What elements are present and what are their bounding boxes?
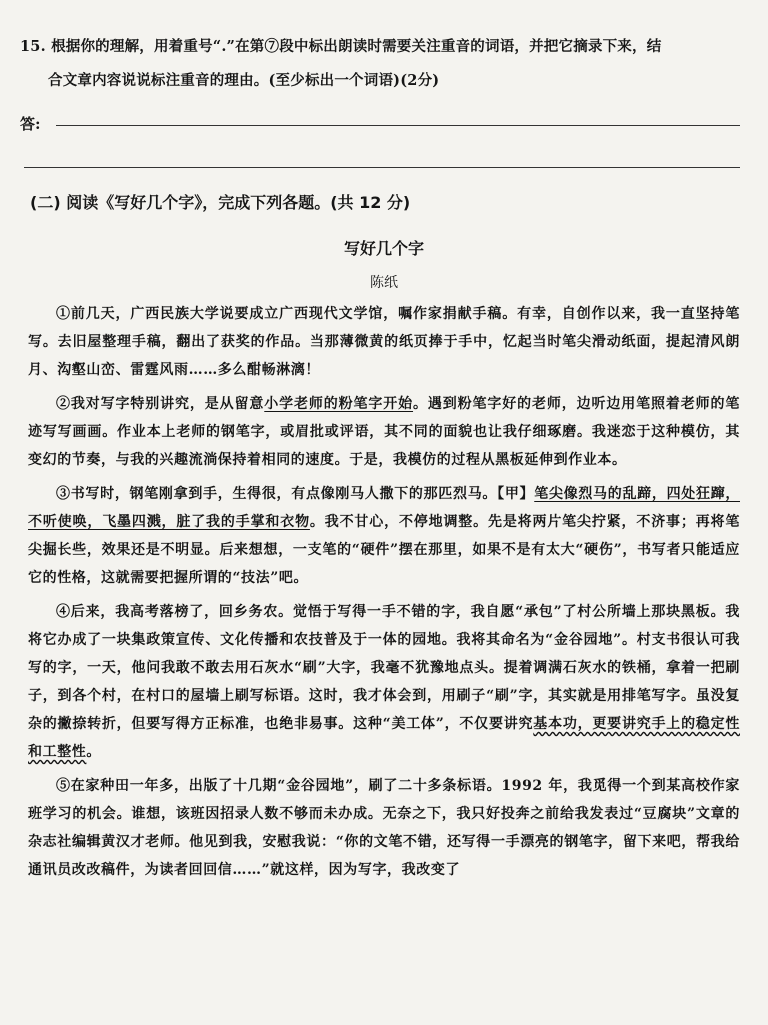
paragraph-2-underlined: 小学老师的粉笔字开始 <box>264 396 414 412</box>
article-body <box>28 300 740 890</box>
answer-label: 答: <box>20 115 41 133</box>
article-author: 陈纸 <box>370 275 398 291</box>
paragraph-3-underlined: 笔尖像烈马的乱蹄，四处狂蹿，不听使唤，飞墨四溅，脏了我的手掌和衣物 <box>28 486 740 530</box>
question-15-line1: 15. 根据你的理解，用着重号“.”在第⑦段中标出朗读时需要关注重音的词语，并把它摘录下来，结 <box>20 38 662 55</box>
paragraph-3-text-a: ③书写时，钢笔刚拿到手，生得很，有点像刚马人撒下的那匹烈马。【甲】 <box>56 486 535 502</box>
paragraph-3-text-b: 。我不甘心，不停地调整。先是将两片笔尖拧紧，不济事；再将笔尖掘长些，效果还是不明显。后来想想，一支笔的“硬件”摆在那里，如果不是有太大“硬伤”，书写者只能适应它的性格，这就需要把握所谓的“技法”吧。 <box>28 514 740 586</box>
section-heading: (二) 阅读《写好几个字》，完成下列各题。(共 12 分) <box>30 193 411 212</box>
paragraph-4-text-b: 。 <box>86 744 102 760</box>
answer-row <box>20 106 740 134</box>
paragraph-4-text-a: ④后来，我高考落榜了，回乡务农。觉悟于写得一手不错的字，我自愿“承包”了村公所墙上那块黑板。我将它办成了一块集政策宣传、文化传播和农技普及于一体的园地。我将其命名为“金谷园地”。村支书很认可我写的字，一天，他问我敢不敢去用石灰水“刷”大字，我毫不犹豫地点头。提着调满石灰水的铁桶，拿着一把刷子，到各个村，在村口的屋墙上刷写标语。这时，我才体会到，用刷子“刷”字，其实就是用排笔写字。虽没复杂的撇捺转折，但要写得方正标准，也绝非易事。这种“美工体”，不仅要讲究 <box>28 604 740 732</box>
paragraph-2 <box>28 390 740 474</box>
paragraph-1: ①前几天，广西民族大学说要成立广西现代文学馆，嘱作家捐献手稿。有幸，自创作以来，我一直坚持笔写。去旧屋整理手稿，翻出了获奖的作品。当那薄微黄的纸页捧于手中，忆起当时笔尖滑动纸面，提起清风朗月、沟壑山峦、雷霆风雨……多么酣畅淋漓！ <box>28 306 740 378</box>
question-15 <box>20 30 750 98</box>
paragraph-3 <box>28 480 740 592</box>
paragraph-4 <box>28 598 740 766</box>
article-title: 写好几个字 <box>343 239 424 258</box>
paragraph-2-text-b: 。遇到粉笔字好的老师，边听边用笔照着老师的笔迹写写画画。作业本上老师的钢笔字，或眉批或评语，其不同的面貌也让我仔细琢磨。我迷恋于这种模仿，其变幻的节奏，与我的兴趣流淌保持着相同的速度。于是，我模仿的过程从黑板延伸到作业本。 <box>28 396 741 468</box>
paragraph-4-underlined: 基本功，更要讲究手上的稳定性和工整性 <box>28 716 740 760</box>
paragraph-2-text-a: ②我对写字特别讲究，是从留意 <box>56 396 265 412</box>
question-15-line2: 合文章内容说说标注重音的理由。(至少标出一个词语)(2分) <box>48 72 440 89</box>
paragraph-5: ⑤在家种田一年多，出版了十几期“金谷园地”，刷了二十多条标语。1992 年，我觅得一个到某高校作家班学习的机会。谁想，该班因招录人数不够而未办成。无奈之下，我只好投奔之前给我发表过“豆腐块”文章的杂志社编辑黄汉才老师。他见到我，安慰我说：“你的文笔不错，还写得一手漂亮的钢笔字，留下来吧，帮我给通讯员改改稿件，为读者回回信……”就这样，因为写字，我改变了 <box>28 778 740 878</box>
answer-line-1[interactable] <box>56 115 740 126</box>
answer-line-2[interactable] <box>24 167 740 168</box>
